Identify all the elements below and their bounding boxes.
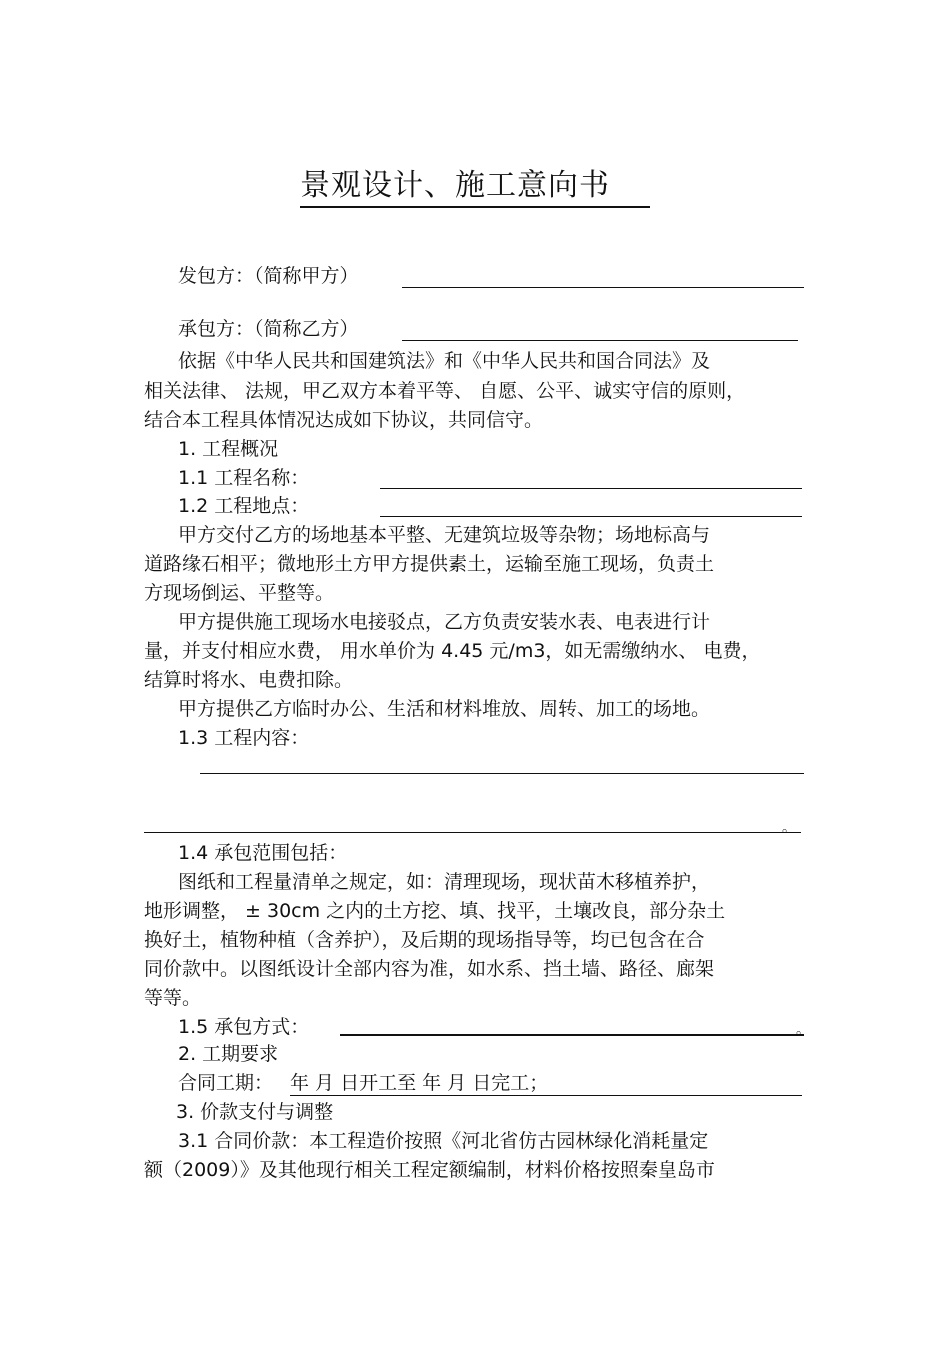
project-location-label: 1.2 工程地点： [178,495,310,517]
price-line-2: 额（2009）》及其他现行相关工程定额编制，材料价格按照秦皇岛市 [144,1159,715,1181]
period-label: 合同工期： [178,1072,274,1094]
intro-line-3: 结合本工程具体情况达成如下协议，共同信守。 [144,409,544,431]
project-name-label: 1.1 工程名称： [178,467,310,489]
intro-line-1: 依据《中华人民共和国建筑法》和《中华人民共和国合同法》及 [178,350,711,372]
project-name-blank[interactable] [380,488,802,489]
party-b-label: 承包方：（简称乙方） [178,318,359,340]
water-line-1: 甲方提供施工现场水电接驳点，乙方负责安装水表、电表进行计 [178,611,711,633]
section-1-heading: 1. 工程概况 [178,438,279,460]
contract-mode-blank[interactable] [340,1034,804,1036]
party-a-blank[interactable] [402,287,804,288]
price-line-1: 3.1 合同价款：本工程造价按照《河北省仿古园林绿化消耗量定 [178,1130,709,1152]
water-line-2: 量，并支付相应水费， 用水单价为 4.45 元/m3，如无需缴纳水、 电费， [144,640,761,662]
office-line: 甲方提供乙方临时办公、生活和材料堆放、周转、加工的场地。 [178,698,711,720]
scope-label: 1.4 承包范围包括： [178,842,348,864]
site-line-2: 道路缘石相平；微地形土方甲方提供素土，运输至施工现场，负责土 [144,553,715,575]
scope-line-2: 地形调整， ± 30cm 之内的土方挖、填、找平，土壤改良，部分杂土 [144,900,726,922]
mode-end-period: 。 [796,1022,810,1038]
water-line-3: 结算时将水、电费扣除。 [144,669,354,691]
project-content-blank-1[interactable] [200,773,804,774]
section-2-heading: 2. 工期要求 [178,1043,279,1065]
site-line-3: 方现场倒运、平整等。 [144,582,335,604]
intro-line-2: 相关法律、 法规，甲乙双方本着平等、 自愿、公平、诚实守信的原则， [144,380,746,402]
party-a-label: 发包方：（简称甲方） [178,265,359,287]
document-title: 景观设计、施工意向书 [300,160,650,208]
scope-line-1: 图纸和工程量清单之规定，如：清理现场，现状苗木移植养护， [178,871,711,893]
scope-line-4: 同价款中。以图纸设计全部内容为准，如水系、挡土墙、路径、廊架 [144,958,715,980]
project-location-blank[interactable] [380,516,802,517]
contract-mode-label: 1.5 承包方式： [178,1016,310,1038]
site-line-1: 甲方交付乙方的场地基本平整、无建筑垃圾等杂物；场地标高与 [178,524,711,546]
scope-line-5: 等等。 [144,987,202,1009]
section-3-heading: 3. 价款支付与调整 [176,1101,334,1123]
project-content-label: 1.3 工程内容： [178,727,310,749]
scope-line-3: 换好土，植物种植（含养护），及后期的现场指导等，均已包含在合 [144,929,705,951]
period-fill[interactable]: 年 月 日开工至 年 月 日完工； [290,1071,802,1096]
project-content-blank-2[interactable] [144,832,801,833]
content-end-period: 。 [782,820,796,836]
party-b-blank[interactable] [402,340,798,341]
